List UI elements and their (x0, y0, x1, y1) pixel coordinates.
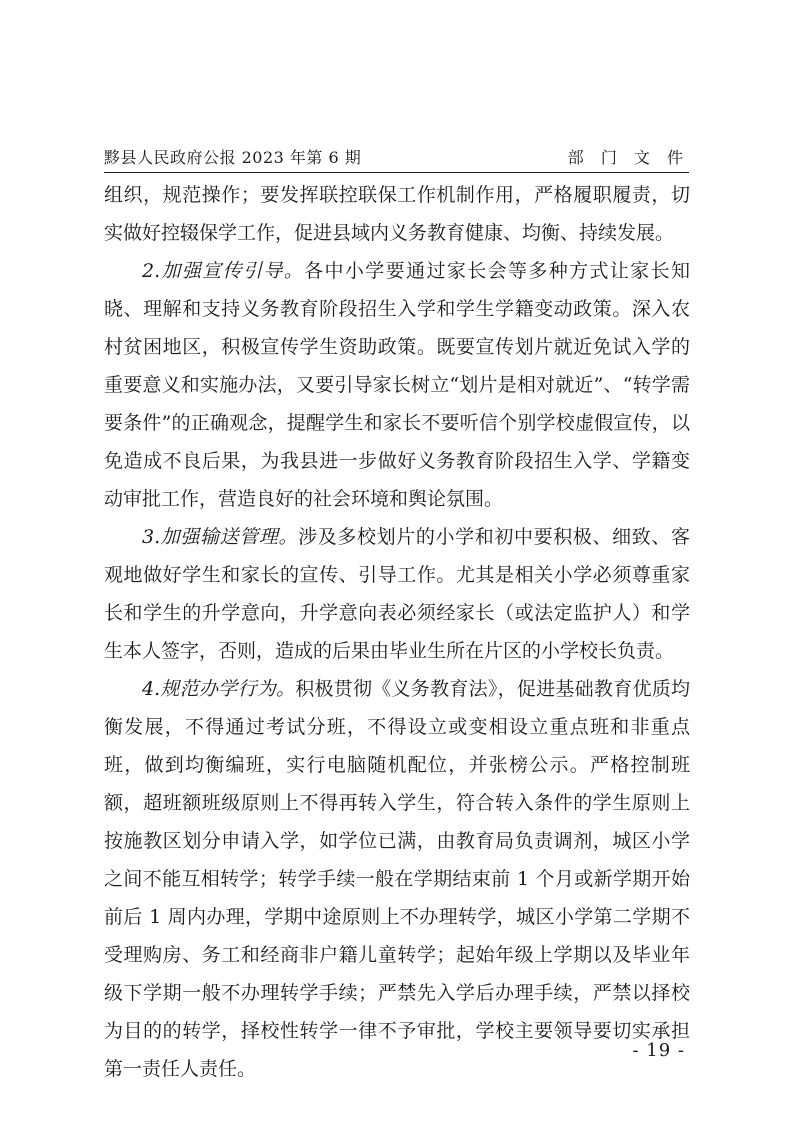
document-body (104, 176, 690, 1088)
paragraph-text: 各中小学要通过家长会等多种方式让家长知晓、理解和支持义务教育阶段招生入学和学生学籍变动政策。深入农村贫困地区，积极宣传学生资助政策。既要宣传划片就近免试入学的重要意义和实施办法，又要引导家长树立“划片是相对就近”、“转学需要条件”的正确观念，提醒学生和家长不要听信个别学校虚假宣传，以免造成不良后果，为我县进一步做好义务教育阶段招生入学、学籍变动审批工作，营造良好的社会环境和舆论氛围。 (104, 260, 690, 510)
paragraph-heading: 4.规范办学行为。 (142, 678, 296, 700)
publication-title: 黟县人民政府公报 2023 年第 6 期 (104, 148, 362, 167)
section-label: 部 门 文 件 (567, 148, 689, 167)
paragraph-heading: 2.加强宣传引导。 (142, 260, 305, 282)
page-header (104, 146, 689, 173)
paragraph-text: 组织，规范操作；要发挥联控联保工作机制作用，严格履职履责，切实做好控辍保学工作，促进县域内义务教育健康、均衡、持续发展。 (104, 184, 690, 244)
paragraph-heading: 3.加强输送管理。 (142, 526, 299, 548)
page-number: - 19 - (632, 1040, 685, 1061)
paragraph-text: 积极贯彻《义务教育法》，促进基础教育优质均衡发展，不得通过考试分班，不得设立或变相设立重点班和非重点班，做到均衡编班，实行电脑随机配位，并张榜公示。严格控制班额，超班额班级原则上不得再转入学生，符合转入条件的学生原则上按施教区划分申请入学，如学位已满，由教育局负责调剂，城区小学之间不能互相转学；转学手续一般在学期结束前 1 个月或新学期开始前后 1 周内办理，学期中途原则上不办理转学，城区小学第二学期不受理购房、务工和经商非户籍儿童转学；起始年级上学期以及毕业年级下学期一般不办理转学手续；严禁先入学后办理手续，严禁以择校为目的的转学，择校性转学一律不予审批，学校主要领导要切实承担第一责任人责任。 (104, 678, 690, 1080)
paragraph-text: 涉及多校划片的小学和初中要积极、细致、客观地做好学生和家长的宣传、引导工作。尤其是相关小学必须尊重家长和学生的升学意向，升学意向表必须经家长（或法定监护人）和学生本人签字，否则，造成的后果由毕业生所在片区的小学校长负责。 (104, 526, 690, 662)
paragraph-transfer-management (104, 518, 690, 670)
paragraph-school-conduct (104, 670, 690, 1088)
paragraph-continuation (104, 176, 690, 252)
paragraph-publicity (104, 252, 690, 518)
